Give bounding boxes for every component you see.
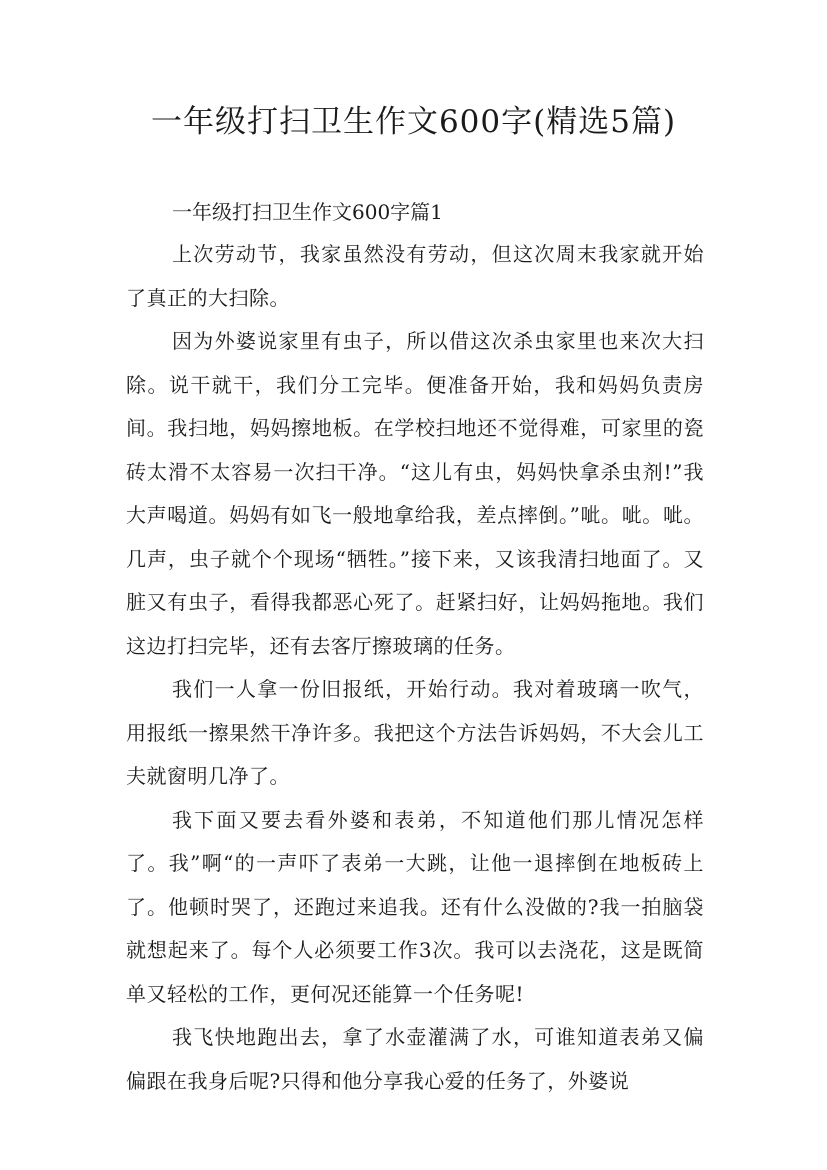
paragraph-3: 我们一人拿一份旧报纸，开始行动。我对着玻璃一吹气，用报纸一擦果然干净许多。我把这个方法告诉妈妈，不大会儿工夫就窗明几净了。 xyxy=(126,677,704,788)
document-title: 一年级打扫卫生作文600字(精选5篇) xyxy=(150,104,677,140)
paragraph-5: 我飞快地跑出去，拿了水壶灌满了水，可谁知道表弟又偏偏跟在我身后呢?只得和他分享我心爱的任务了，外婆说 xyxy=(126,1025,704,1093)
paragraph-1: 上次劳动节，我家虽然没有劳动，但这次周末我家就开始了真正的大扫除。 xyxy=(126,242,704,310)
section-heading: 一年级打扫卫生作文600字篇1 xyxy=(172,200,443,224)
paragraph-4: 我下面又要去看外婆和表弟，不知道他们那儿情况怎样了。我”啊“的一声吓了表弟一大跳，让他一退摔倒在地板砖上了。他顿时哭了，还跑过来追我。还有什么没做的?我一拍脑袋就想起来了。每个人必须要工作3次。我可以去浇花，这是既简单又轻松的工作，更何况还能算一个任务呢! xyxy=(126,807,704,1006)
document-body xyxy=(126,191,704,1103)
paragraph-2: 因为外婆说家里有虫子，所以借这次杀虫家里也来次大扫除。说干就干，我们分工完毕。便准备开始，我和妈妈负责房间。我扫地，妈妈擦地板。在学校扫地还不觉得难，可家里的瓷砖太滑不太容易一次扫干净。“这儿有虫，妈妈快拿杀虫剂!”我大声喝道。妈妈有如飞一般地拿给我，差点摔倒。”呲。呲。呲。几声，虫子就个个现场“牺牲。”接下来，又该我清扫地面了。又脏又有虫子，看得我都恶心死了。赶紧扫好，让妈妈拖地。我们这边打扫完毕，还有去客厅擦玻璃的任务。 xyxy=(126,329,704,658)
